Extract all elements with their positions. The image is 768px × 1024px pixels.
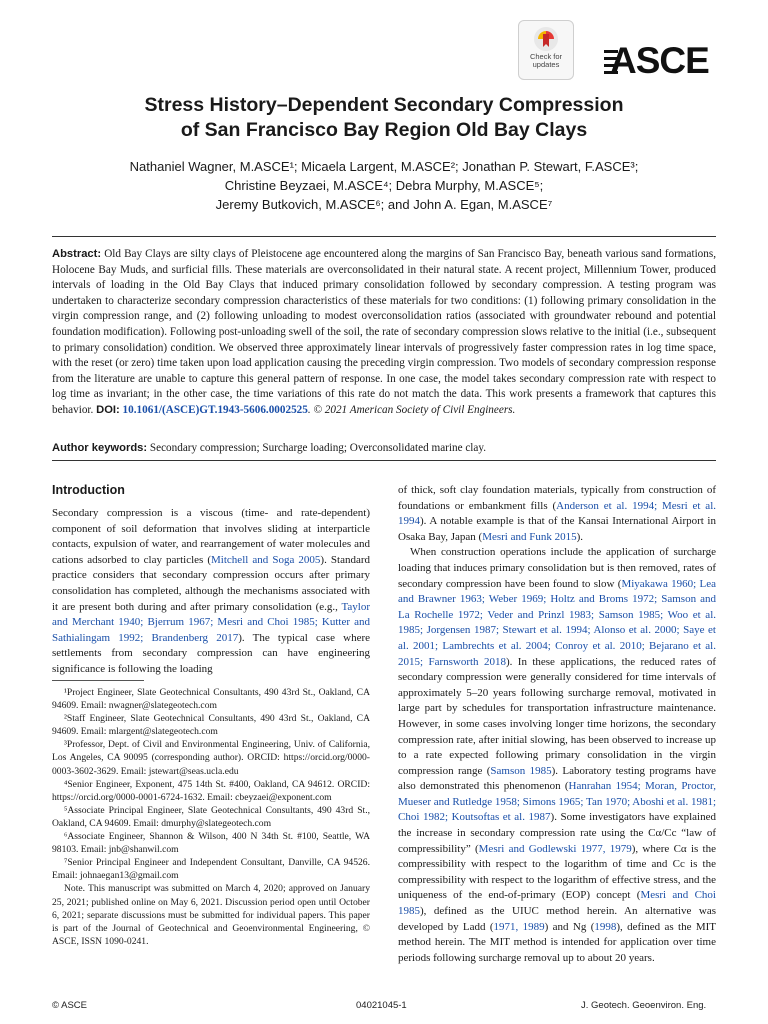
right-text: ). <box>576 530 584 543</box>
citation-link[interactable]: Samson 1985 <box>490 764 552 777</box>
citation-link[interactable]: Mesri and Funk 2015 <box>482 530 577 543</box>
asce-logo: ASCE <box>610 40 709 81</box>
author-list <box>60 157 708 214</box>
doi-link[interactable]: 10.1061/(ASCE)GT.1943-5606.0002525 <box>122 403 308 416</box>
abstract-text: Old Bay Clays are silty clays of Pleistocene age encountered along the margins of San Francisco Bay, beneath various sand formations, Holocene Bay Muds, and surficial fills. These materials are overconsolidated in their natural state. A recent project, Millennium Tower, produced intervals of loading in the Old Bay Clays that induced primary consolidation followed by secondary compression. A testing program was undertaken to characterize secondary compression characteristics of these materials for two conditions: (1) following primary consolidation in the virgin compression range, and (2) following unloading to modest overconsolidation ratios (associated with groundwater rebound and potential foundation modification). Following post-unloading swell of the soil, the rate of secondary compression slows relative to the initial (i.e., subsequent to primary consolidation) condition. We observed three approximately linear intervals of progressively faster compression rates in log time space, with the reset (or zero) time taken upon load application causing the preceding virgin compression. Two models of secondary compression response from the literature are unable to capture this general pattern of response. In one case, the model takes secondary compression rate with respect to log time as invariant; in the other case, the time variations of this rate do not match the data. This work presents a framework that captures this behavior. <box>52 248 717 416</box>
left-column <box>52 506 370 678</box>
footnote-4: ⁴Senior Engineer, Exponent, 475 14th St. #400, Oakland, CA 94612. ORCID: https://orcid.org/0000-0001-6724-1632. Email: cbeyzaei@exponent.com <box>52 778 370 803</box>
right-text: ), where Cα is the compressibility with respect to the logarithm of time and Cc is the compressibility with respect to the logarithm of effective stress, and the uniqueness of the end-of-primary (EOP) concept ( <box>398 842 716 902</box>
right-text: ), defined as the MIT method herein. The MIT method is intended for application over time periods following surcharge removal up to about 20 years. <box>398 920 716 964</box>
right-text: ). A notable example is that of the Kansai International Airport in Osaka Bay, Japan ( <box>398 515 716 543</box>
right-text: ) and Ng ( <box>544 920 595 933</box>
footer-article-number: 04021045-1 <box>356 1000 407 1011</box>
citation-link[interactable]: Mitchell and Soga 2005 <box>211 553 321 566</box>
citation-link[interactable]: Mesri and Choi 1985 <box>398 889 716 918</box>
keywords-divider <box>52 460 716 461</box>
right-column <box>398 483 716 966</box>
doi-label: DOI: <box>96 403 120 416</box>
abstract-label: Abstract: <box>52 248 102 260</box>
right-text: of thick, soft clay foundation materials, typically from construction of foundations or embankment fills ( <box>398 484 716 512</box>
citation-link[interactable]: Mesri and Godlewski 1977, 1979 <box>478 842 632 855</box>
footnote-1: ¹Project Engineer, Slate Geotechnical Consultants, 490 43rd St., Oakland, CA 94609. Email: nwagner@slategeotech.com <box>52 687 370 712</box>
abstract <box>52 247 716 419</box>
right-text: ). Laboratory testing programs have also demonstrated this phenomenon ( <box>398 764 716 793</box>
badge-line1: Check for <box>529 52 563 61</box>
right-text: When construction operations include the application of surcharge loading that induces primary consolidation but is then removed, rates of secondary compression have been found to slow ( <box>398 546 716 590</box>
top-divider <box>52 236 716 237</box>
authors-line3: Jeremy Butkovich, M.ASCE⁶; and John A. Egan, M.ASCE⁷ <box>215 197 553 212</box>
intro-text-1: Secondary compression is a viscous (time- and rate-dependent) component of soil deformation that involves sliding at interparticle contacts, expulsion of water, and rearrangement of water molecules and cations adsorbed to clay particles ( <box>52 507 370 566</box>
footnote-3: ³Professor, Dept. of Civil and Environmental Engineering, Univ. of California, Los Angeles, CA 90095 (corresponding author). ORCID: https://orcid.org/0000-0003-3602-3629. Email: jstewart@seas.ucla.edu <box>52 739 370 777</box>
footnote-6: ⁶Associate Engineer, Shannon & Wilson, 400 N 34th St. #100, Seattle, WA 98103. Email: jnb@shanwil.com <box>52 831 370 856</box>
citation-link[interactable]: Miyakawa 1960; Lea and Brawner 1963; Weber 1969; Holtz and Broms 1972; Samson and La Rochelle 1972; Veder and Prinzl 1983; Samson 1985; Woo et al. 1985; Jorgensen 1987; Stewart et al. 1994; Alonso et al. 2000; Saye et al. 2001; Lambrechts et al. 2004; Conroy et al. 2010; Bejarano et al. 2015; Farnsworth 2018 <box>398 577 717 668</box>
citation-link[interactable]: Hanrahan 1954; Moran, Proctor, Mueser and Rutledge 1958; Simons 1965; Tan 1970; Aboshi et al. 1981; Choi 1982; Koutsoftas et al. 1987 <box>398 780 717 824</box>
right-text: ). Some investigators have explained the increase in secondary compression rate using the Cα/Cc “law of compressibility” ( <box>398 811 716 855</box>
footer-copyright: © ASCE <box>52 1000 87 1011</box>
intro-text-2: ). Standard practice considers that secondary compression occurs after primary consolidation has completed, although the mechanisms associated with it are present both during and after primary consolidation (e.g., <box>52 553 370 613</box>
footnote-5: ⁵Associate Principal Engineer, Slate Geotechnical Consultants, 490 43rd St., Oakland, CA 94609. Email: dmurphy@slategeotech.com <box>52 804 370 829</box>
section-heading-introduction: Introduction <box>52 483 125 497</box>
check-for-updates-badge[interactable] <box>518 20 574 80</box>
citation-link[interactable]: 1971, 1989 <box>493 920 545 933</box>
submission-note: Note. This manuscript was submitted on March 4, 2020; approved on January 25, 2021; published online on May 6, 2021. Discussion period open until October 6, 2021; separate discussions must be submitted for individual papers. This paper is part of the Journal of Geotechnical and Geoenvironmental Engineering, © ASCE, ISSN 1090-0241. <box>52 883 370 947</box>
footnotes <box>52 686 370 948</box>
authors-line1: Nathaniel Wagner, M.ASCE¹; Micaela Largent, M.ASCE²; Jonathan P. Stewart, F.ASCE³; <box>129 159 639 174</box>
keywords <box>52 441 716 456</box>
citation-link[interactable]: Anderson et al. 1994; Mesri et al. 1994 <box>398 499 716 528</box>
right-text: ), defined as the UIUC method herein. An alternative was developed by Ladd ( <box>398 905 716 933</box>
footer-journal: J. Geotech. Geoenviron. Eng. <box>581 1000 707 1011</box>
footnote-2: ²Staff Engineer, Slate Geotechnical Consultants, 490 43rd St., Oakland, CA 94609. Email: mlargent@slategeotech.com <box>52 713 370 738</box>
authors-line2: Christine Beyzaei, M.ASCE⁴; Debra Murphy, M.ASCE⁵; <box>224 178 544 193</box>
keywords-label: Author keywords: <box>52 442 148 454</box>
footnote-divider <box>52 680 144 681</box>
citation-link[interactable]: 1998 <box>594 920 617 933</box>
right-text: ). In these applications, the reduced rates of secondary compression were generally considered for time intervals of approximately 5–20 years following surcharge removal, motivated in large part by schedules for transportation infrastructure maintenance. However, in some cases involving longer time horizons, the secondary compression rate, after initial slowing, has been observed to increase up to a rate expected following primary consolidation in the virgin compression range ( <box>398 655 716 777</box>
title-line2: of San Francisco Bay Region Old Bay Clays <box>180 119 588 141</box>
paper-title <box>60 93 708 143</box>
footnote-7: ⁷Senior Principal Engineer and Independent Consultant, Danville, CA 94526. Email: johnaegan13@gmail.com <box>52 857 370 882</box>
intro-text-3: ). The typical case where settlements from secondary compression can have engineering significance is following the loading <box>52 631 370 675</box>
title-line1: Stress History–Dependent Secondary Compression <box>144 94 624 116</box>
badge-line2: updates <box>532 60 560 69</box>
bookmark-icon <box>533 25 559 53</box>
abstract-copyright: . © 2021 American Society of Civil Engineers. <box>307 403 516 416</box>
citation-link[interactable]: Taylor and Merchant 1940; Bjerrum 1967; Mesri and Choi 1985; Kutter and Sathialingam 1992; Brandenberg 2017 <box>52 600 370 644</box>
keywords-text: Secondary compression; Surcharge loading; Overconsolidated marine clay. <box>149 442 487 454</box>
